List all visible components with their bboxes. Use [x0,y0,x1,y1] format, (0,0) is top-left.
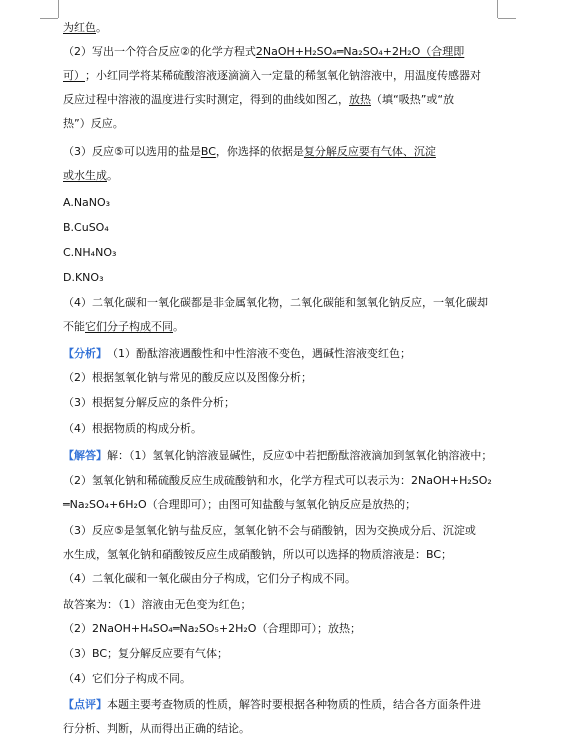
text-segment: 。 [173,320,184,333]
text-segment: D.KNO₃ [63,271,104,284]
answer-blank: 可） [63,69,85,82]
text-segment: A.NaNO₃ [63,196,111,209]
answer-blank: 放热 [349,93,371,106]
crop-mark-top-right-vertical [497,0,498,18]
text-segment: ；小红同学将某稀硫酸溶液逐滴滴入一定量的稀氢氧化钠溶液中，用温度传感器对 [85,69,481,82]
answer-blank: 为红色 [63,21,96,34]
section-tag: 【点评】 [63,698,107,711]
answer-blank: 它们分子构成不同 [85,320,173,333]
text-line [63,594,503,616]
text-segment: B.CuSO₄ [63,221,109,234]
text-segment: （4）二氧化碳和一氧化碳都是非金属氧化物，二氧化碳能和氢氧化钠反应，一氧化碳却 [63,296,488,309]
text-line [63,165,503,187]
text-segment: ═Na₂SO₄+6H₂O（合理即可）；由图可知盐酸与氢氧化钠反应是放热的； [63,498,417,511]
text-line [63,418,503,440]
text-line [63,367,503,389]
text-segment: （2）2NaOH+H₄SO₄═Na₂SO₅+2H₂O（合理即可）；放热； [63,622,361,635]
text-line [63,316,503,338]
text-line [63,668,503,690]
text-line [63,694,503,716]
text-line [63,470,503,492]
text-line [63,65,503,87]
text-line [63,192,503,214]
text-segment: 解：（1）氢氧化钠溶液显碱性，反应①中若把酚酞溶液滴加到氢氧化钠溶液中； [107,449,493,462]
answer-blank: BC [200,145,216,158]
text-line [63,41,503,63]
text-segment: （2）写出一个符合反应②的化学方程式 [63,45,256,58]
text-line [63,343,503,365]
text-line [63,618,503,640]
crop-mark-top-left-vertical [58,0,59,18]
text-line [63,520,503,542]
text-segment: 。 [96,21,107,34]
text-segment: 反应过程中溶液的温度进行实时测定，得到的曲线如图乙， [63,93,349,106]
text-segment: （3）反应⑤可以选用的盐是 [63,145,201,158]
text-line [63,392,503,414]
text-segment: （3）根据复分解反应的条件分析； [63,396,235,409]
text-line [63,17,503,39]
text-segment: （3）反应⑤是氢氧化钠与盐反应，氢氧化钠不会与硝酸钠，因为交换成分后、沉淀或 [63,524,476,537]
text-line [63,141,503,163]
text-segment: 水生成，氢氧化钠和硝酸铵反应生成硝酸钠，所以可以选择的物质溶液是：BC； [63,548,453,561]
text-segment: 不能 [63,320,85,333]
text-segment: （4）二氧化碳和一氧化碳由分子构成，它们分子构成不同。 [63,572,356,585]
text-segment: C.NH₄NO₃ [63,246,117,259]
text-line [63,544,503,566]
text-line [63,292,503,314]
text-segment: （3）BC；复分解反应要有气体； [63,647,229,660]
text-line [63,89,503,111]
text-line [63,494,503,516]
text-line [63,568,503,590]
text-segment: ，你选择的依据是 [215,145,304,158]
text-segment: 本题主要考查物质的性质，解答时要根据各种物质的性质，结合各方面条件进 [107,698,481,711]
section-tag: 【分析】 [63,347,107,360]
text-line [63,267,503,289]
text-segment: 。 [107,169,118,182]
crop-mark-top-left-horizontal [40,18,58,19]
answer-blank: 复分解反应要有气体、沉淀 [303,145,436,158]
text-segment: （4）它们分子构成不同。 [63,672,191,685]
text-line [63,242,503,264]
answer-blank: 2NaOH+H₂SO₄═Na₂SO₄+2H₂O（合理即 [255,45,465,58]
text-segment: （填“吸热”或“放 [371,93,455,106]
text-segment: （2）根据氢氧化钠与常见的酸反应以及图像分析； [63,371,312,384]
text-segment: 热”）反应。 [63,117,124,130]
text-line [63,113,503,135]
text-segment: （1）酚酞溶液遇酸性和中性溶液不变色，遇碱性溶液变红色； [107,347,411,360]
text-segment: 故答案为：（1）溶液由无色变为红色； [63,598,252,611]
section-tag: 【解答】 [63,449,107,462]
answer-blank: 或水生成 [63,169,107,182]
text-line [63,217,503,239]
text-segment: （4）根据物质的构成分析。 [63,422,202,435]
text-line [63,718,503,740]
text-line [63,445,503,467]
text-segment: 行分析、判断，从而得出正确的结论。 [63,722,250,735]
text-segment: （2）氢氧化钠和稀硫酸反应生成硫酸钠和水，化学方程式可以表示为：2NaOH+H₂SO₂ [63,474,492,487]
text-line [63,643,503,665]
